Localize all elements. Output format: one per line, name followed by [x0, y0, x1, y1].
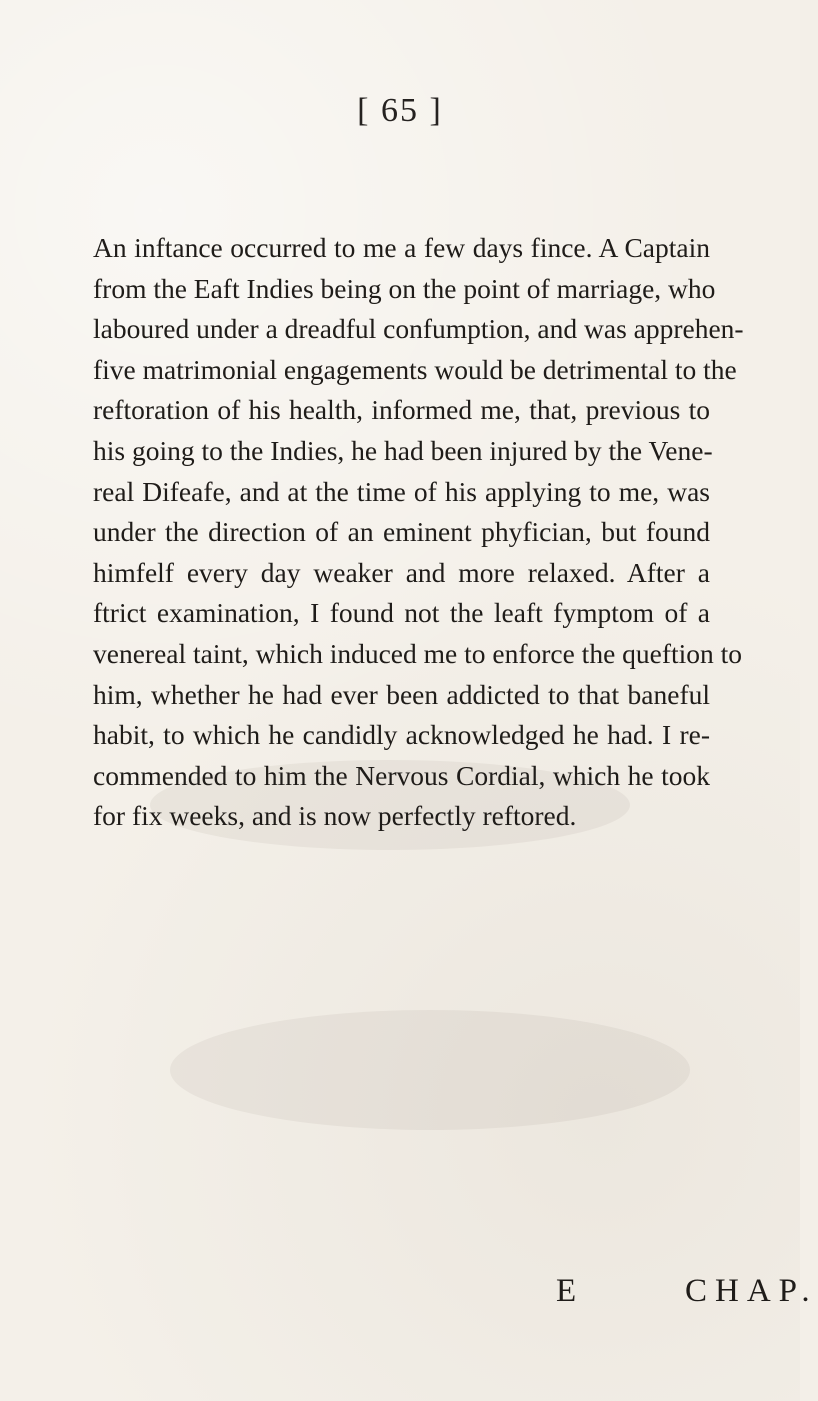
- text-line: venereal taint, which induced me to enforce the queftion to: [93, 637, 743, 669]
- text-line: himfelf every day weaker and more relaxed. After a: [93, 556, 710, 588]
- text-line: under the direction of an eminent phyfician, but found: [93, 516, 710, 548]
- text-line: five matrimonial engagements would be detrimental to the: [93, 353, 737, 385]
- text-line: commended to him the Nervous Cordial, which he took: [93, 759, 710, 791]
- text-line: An inftance occurred to me a few days fince. A Captain: [93, 232, 710, 263]
- catchword: CHAP.: [685, 1273, 818, 1309]
- paragraph: [93, 228, 744, 837]
- text-line: his going to the Indies, he had been injured by the Vene-: [93, 434, 713, 466]
- page-number: [ 65 ]: [357, 92, 443, 129]
- signature-mark: E: [556, 1273, 577, 1309]
- text-line: laboured under a dreadful confumption, and was apprehen-: [93, 313, 744, 345]
- text-line: reftoration of his health, informed me, that, previous to: [93, 394, 710, 426]
- text-line: real Difeafe, and at the time of his applying to me, was: [93, 475, 710, 507]
- text-line: habit, to which he candidly acknowledged he had. I re-: [93, 719, 710, 751]
- text-line: from the Eaft Indies being on the point of marriage, who: [93, 272, 716, 304]
- text-line: for fix weeks, and is now perfectly reftored.: [93, 800, 577, 832]
- paper-smudge: [170, 1010, 690, 1130]
- text-line: him, whether he had ever been addicted to that baneful: [93, 678, 710, 710]
- text-line: ftrict examination, I found not the leaft fymptom of a: [93, 597, 710, 629]
